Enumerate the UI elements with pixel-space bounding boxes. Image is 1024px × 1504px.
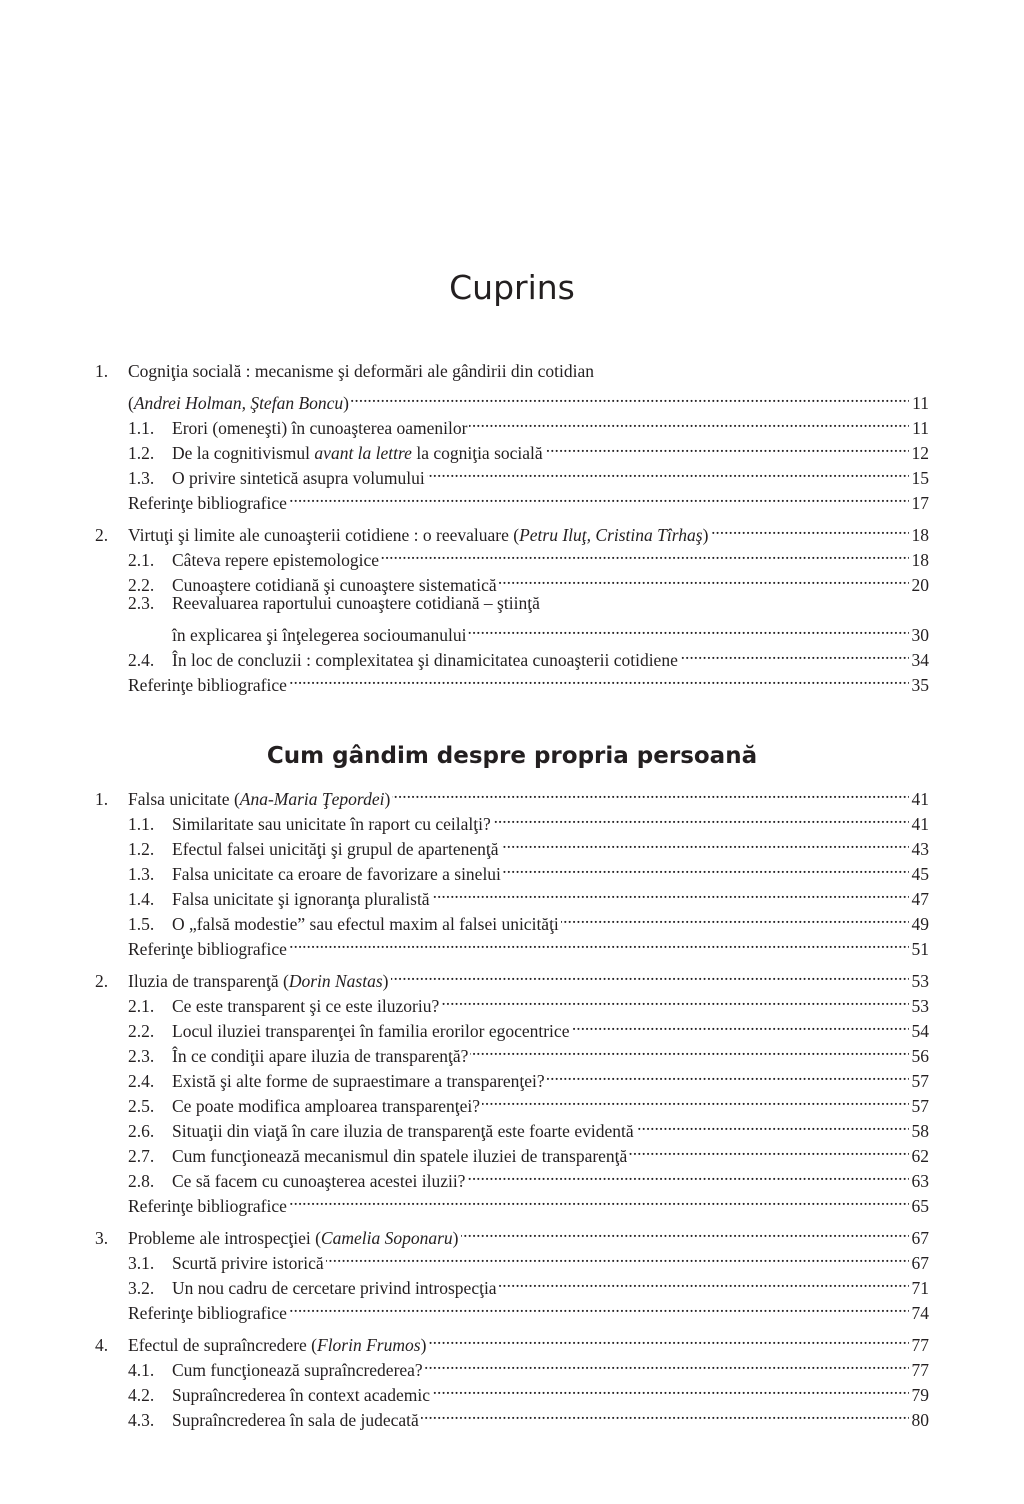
dot-leader (441, 987, 909, 1012)
toc-intro-list (95, 359, 929, 698)
toc-entry[interactable] (95, 1087, 929, 1116)
dot-leader (636, 1112, 909, 1137)
dot-leader (482, 1087, 909, 1112)
entry-title: Efectul de supraîncredere (Florin Frumos) (128, 1335, 427, 1355)
entry-title: Referinţe bibliografice (128, 939, 287, 959)
dot-leader (561, 905, 909, 930)
toc-entry[interactable] (95, 880, 929, 909)
entry-number: 3.2. (128, 1278, 155, 1298)
entry-title: Supraîncrederea în context academic (172, 1385, 430, 1405)
dot-leader (710, 516, 909, 541)
dot-leader (493, 805, 909, 830)
entry-title: Falsa unicitate (Ana-Maria Ţepordei) (128, 789, 391, 809)
dot-leader (680, 641, 909, 666)
page-number: 41 (911, 789, 929, 809)
page-number: 17 (911, 493, 929, 513)
dot-leader (432, 880, 909, 905)
page-number: 53 (911, 971, 929, 991)
entry-number: 4.1. (128, 1360, 155, 1380)
page-number: 11 (912, 393, 929, 413)
page-number: 41 (911, 814, 929, 834)
dot-leader (289, 484, 909, 509)
toc-entry[interactable] (95, 805, 929, 834)
entry-number: 2.7. (128, 1146, 155, 1166)
dot-leader (547, 1062, 909, 1087)
entry-title: Ce este transparent şi ce este iluzoriu? (172, 996, 440, 1016)
entry-number: 2.2. (128, 575, 155, 595)
entry-title: În loc de concluzii : complexitatea şi dinamicitatea cunoaşterii cotidiene (172, 650, 678, 670)
entry-number: 4.2. (128, 1385, 155, 1405)
toc-entry[interactable] (95, 516, 929, 545)
toc-entry[interactable] (95, 666, 929, 695)
dot-leader (428, 1326, 909, 1351)
page-number: 11 (912, 418, 929, 438)
dot-leader (421, 1401, 909, 1426)
toc-entry[interactable] (95, 1219, 929, 1248)
toc-entry[interactable] (95, 1294, 929, 1323)
page-number: 63 (911, 1171, 929, 1191)
toc-entry[interactable] (95, 484, 929, 513)
entry-title: Virtuţi şi limite ale cunoaşterii cotidiene : o reevaluare (Petru Iluţ, Cristina Tîrhaş) (128, 525, 709, 545)
toc-entry[interactable] (95, 541, 929, 570)
entry-title: Falsa unicitate ca eroare de favorizare a sinelui (172, 864, 501, 884)
dot-leader (501, 830, 909, 855)
page-title: Cuprins (449, 268, 575, 308)
dot-leader (381, 541, 909, 566)
toc-entry[interactable] (95, 1269, 929, 1298)
dot-leader (467, 1162, 909, 1187)
toc-entry[interactable] (95, 359, 929, 384)
page-number: 62 (911, 1146, 929, 1166)
entry-title: Similaritate sau unicitate în raport cu ceilalţi? (172, 814, 491, 834)
entry-number: 1.2. (128, 443, 155, 463)
page-number: 18 (911, 525, 929, 545)
page-number: 57 (911, 1096, 929, 1116)
entry-title: Cunoaştere cotidiană şi cunoaştere sistematică (172, 575, 497, 595)
page-number: 77 (911, 1360, 929, 1380)
dot-leader (499, 1269, 909, 1294)
page-number: 74 (911, 1303, 929, 1323)
author-name: Florin Frumos (317, 1335, 421, 1355)
entry-number: 2.2. (128, 1021, 155, 1041)
entry-number: 1.3. (128, 864, 155, 884)
toc-entry[interactable] (95, 855, 929, 884)
entry-title: Reevaluarea raportului cunoaştere cotidiană – ştiinţă (172, 593, 540, 613)
page-number: 67 (911, 1228, 929, 1248)
dot-leader (461, 1219, 910, 1244)
entry-number: 2. (95, 971, 109, 991)
entry-number: 2.4. (128, 1071, 155, 1091)
author-name: Dorin Nastas (288, 971, 383, 991)
entry-number: 1. (95, 789, 109, 809)
toc-entry[interactable] (95, 566, 929, 595)
entry-number: 2.3. (128, 1046, 155, 1066)
dot-leader (545, 434, 909, 459)
entry-title: În ce condiţii apare iluzia de transparenţă? (172, 1046, 469, 1066)
toc-section-list (95, 780, 929, 1433)
page-number: 30 (911, 625, 929, 645)
toc-entry[interactable] (95, 1326, 929, 1355)
entry-title: Ce să facem cu cunoaşterea acestei iluzii? (172, 1171, 466, 1191)
dot-leader (391, 962, 910, 987)
toc-chapter (95, 359, 929, 513)
toc-entry[interactable] (95, 1012, 929, 1041)
dot-leader (432, 1376, 909, 1401)
entry-number: 2.3. (128, 593, 155, 613)
entry-number: 1.1. (128, 814, 155, 834)
entry-title: Există şi alte forme de supraestimare a transparenţei? (172, 1071, 545, 1091)
toc-entry[interactable] (95, 434, 929, 463)
toc-entry[interactable] (95, 1187, 929, 1216)
dot-leader (289, 1294, 909, 1319)
entry-number: 1. (95, 361, 109, 381)
entry-title: Locul iluziei transparenţei în familia erorilor egocentrice (172, 1021, 570, 1041)
toc-chapter (95, 962, 929, 1216)
toc-entry[interactable] (95, 591, 929, 616)
entry-title: Iluzia de transparenţă (Dorin Nastas) (128, 971, 389, 991)
entry-number: 2.8. (128, 1171, 155, 1191)
page-number: 45 (911, 864, 929, 884)
page-number: 56 (911, 1046, 929, 1066)
dot-leader (289, 666, 909, 691)
entry-title: Falsa unicitate şi ignoranţa pluralistă (172, 889, 430, 909)
entry-number: 2. (95, 525, 109, 545)
toc-entry[interactable] (95, 1376, 929, 1405)
entry-number: 1.1. (128, 418, 155, 438)
entry-number: 4.3. (128, 1410, 155, 1430)
entry-title: Cum funcţionează mecanismul din spatele iluziei de transparenţă (172, 1146, 628, 1166)
dot-leader (289, 1187, 909, 1212)
entry-number: 2.1. (128, 996, 155, 1016)
toc-entry[interactable] (95, 616, 929, 645)
dot-leader (427, 459, 909, 484)
dot-leader (499, 566, 909, 591)
page-number: 54 (911, 1021, 929, 1041)
toc-entry[interactable] (95, 641, 929, 670)
dot-leader (468, 616, 909, 641)
page-number: 49 (911, 914, 929, 934)
entry-number: 1.3. (128, 468, 155, 488)
author-name: Camelia Soponaru (320, 1228, 453, 1248)
page-number: 34 (911, 650, 929, 670)
entry-title: Efectul falsei unicităţi şi grupul de apartenenţă (172, 839, 499, 859)
dot-leader (503, 855, 909, 880)
page-number: 53 (911, 996, 929, 1016)
toc-entry[interactable] (95, 830, 929, 859)
page-number: 79 (911, 1385, 929, 1405)
entry-title: Cogniţia socială : mecanisme şi deformări ale gândirii din cotidian (128, 361, 595, 381)
entry-title: Supraîncrederea în sala de judecată (172, 1410, 419, 1430)
toc-entry[interactable] (95, 1137, 929, 1166)
entry-title: Scurtă privire istorică (172, 1253, 324, 1273)
dot-leader (392, 780, 909, 805)
toc-entry[interactable] (95, 1244, 929, 1273)
toc-entry[interactable] (95, 1037, 929, 1066)
toc-entry[interactable] (95, 409, 929, 438)
toc-entry[interactable] (95, 1112, 929, 1141)
toc-entry[interactable] (95, 987, 929, 1016)
entry-title: O privire sintetică asupra volumului (172, 468, 425, 488)
entry-number: 4. (95, 1335, 109, 1355)
entry-number: 3. (95, 1228, 109, 1248)
page-number: 15 (911, 468, 929, 488)
entry-title: (Andrei Holman, Ştefan Boncu) (128, 393, 349, 413)
entry-title: Referinţe bibliografice (128, 1303, 287, 1323)
entry-number: 1.5. (128, 914, 155, 934)
entry-title: Situaţii din viaţă în care iluzia de transparenţă este foarte evidentă (172, 1121, 634, 1141)
page-number: 35 (911, 675, 929, 695)
dot-leader (425, 1351, 909, 1376)
toc-chapter (95, 780, 929, 959)
dot-leader (326, 1244, 909, 1269)
entry-title: Câteva repere epistemologice (172, 550, 379, 570)
dot-leader (571, 1012, 909, 1037)
toc-entry[interactable] (95, 1351, 929, 1380)
dot-leader (289, 930, 909, 955)
page-number: 43 (911, 839, 929, 859)
page-number: 58 (911, 1121, 929, 1141)
dot-leader (351, 384, 909, 409)
page-number: 77 (911, 1335, 929, 1355)
author-name: Andrei Holman, Ştefan Boncu (133, 393, 344, 413)
entry-number: 2.6. (128, 1121, 155, 1141)
page-number: 47 (911, 889, 929, 909)
entry-title: O „falsă modestie” sau efectul maxim al falsei unicităţi (172, 914, 559, 934)
entry-title: Cum funcţionează supraîncrederea? (172, 1360, 423, 1380)
toc-chapter (95, 1326, 929, 1430)
entry-title: Referinţe bibliografice (128, 675, 287, 695)
entry-title: Un nou cadru de cercetare privind introspecţia (172, 1278, 497, 1298)
toc-entry[interactable] (95, 962, 929, 991)
entry-number: 1.4. (128, 889, 155, 909)
entry-title: De la cognitivismul avant la lettre la cogniţia socială (172, 443, 543, 463)
page-number: 57 (911, 1071, 929, 1091)
author-name: Petru Iluţ, Cristina Tîrhaş (519, 525, 703, 545)
author-name: Ana-Maria Ţepordei (239, 789, 385, 809)
page-number: 20 (911, 575, 929, 595)
entry-title: Ce poate modifica amploarea transparenţei? (172, 1096, 481, 1116)
toc-chapter (95, 516, 929, 695)
entry-title: Referinţe bibliografice (128, 493, 287, 513)
page-number: 12 (911, 443, 929, 463)
toc-entry[interactable] (95, 1162, 929, 1191)
page-number: 18 (911, 550, 929, 570)
dot-leader (629, 1137, 909, 1162)
page-number: 67 (911, 1253, 929, 1273)
toc-entry[interactable] (95, 905, 929, 934)
entry-number: 1.2. (128, 839, 155, 859)
entry-title: Referinţe bibliografice (128, 1196, 287, 1216)
entry-number: 2.4. (128, 650, 155, 670)
entry-number: 3.1. (128, 1253, 155, 1273)
toc-entry[interactable] (95, 930, 929, 959)
entry-title: Erori (omeneşti) în cunoaşterea oamenilor (172, 418, 468, 438)
toc-entry[interactable] (95, 1062, 929, 1091)
entry-number: 2.5. (128, 1096, 155, 1116)
toc-entry[interactable] (95, 459, 929, 488)
entry-title: Probleme ale introspecţiei (Camelia Soponaru) (128, 1228, 459, 1248)
dot-leader (470, 1037, 909, 1062)
toc-entry[interactable] (95, 384, 929, 413)
toc-entry[interactable] (95, 1401, 929, 1430)
toc-chapter (95, 1219, 929, 1323)
toc-entry[interactable] (95, 780, 929, 809)
page-number: 51 (911, 939, 929, 959)
entry-title: în explicarea şi înţelegerea socioumanului (172, 625, 467, 645)
page-number: 71 (911, 1278, 929, 1298)
page-number: 80 (911, 1410, 929, 1430)
page-number: 65 (911, 1196, 929, 1216)
section-title: Cum gândim despre propria persoană (266, 743, 758, 770)
entry-number: 2.1. (128, 550, 155, 570)
dot-leader (469, 409, 909, 434)
